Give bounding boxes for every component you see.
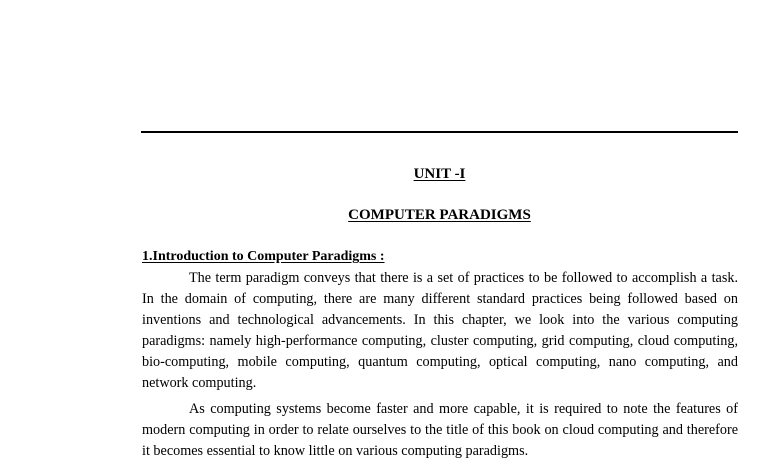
unit-title: UNIT -I bbox=[413, 166, 466, 182]
paragraph: As computing systems become faster and more capable, it is required to note the features of modern computing in order to relate ourselves to the title of this book on cloud computing and therefore it becomes essential to know little on various computing paradigms. bbox=[142, 401, 738, 459]
chapter-title: COMPUTER PARADIGMS bbox=[348, 207, 531, 223]
header-rule bbox=[141, 131, 738, 133]
section-heading: 1.Introduction to Computer Paradigms : bbox=[142, 249, 385, 264]
paragraph: The term paradigm conveys that there is a set of practices to be followed to accomplish a task. In the domain of computing, there are many different standard practices being followed based on inventions and technological advancements. In this chapter, we look into the various computing paradigms: namely high-performance computing, cluster computing, grid computing, cloud computing, bio-computing, mobile computing, quantum computing, optical computing, nano computing, and network computing. bbox=[142, 270, 738, 391]
body-text bbox=[142, 268, 738, 462]
